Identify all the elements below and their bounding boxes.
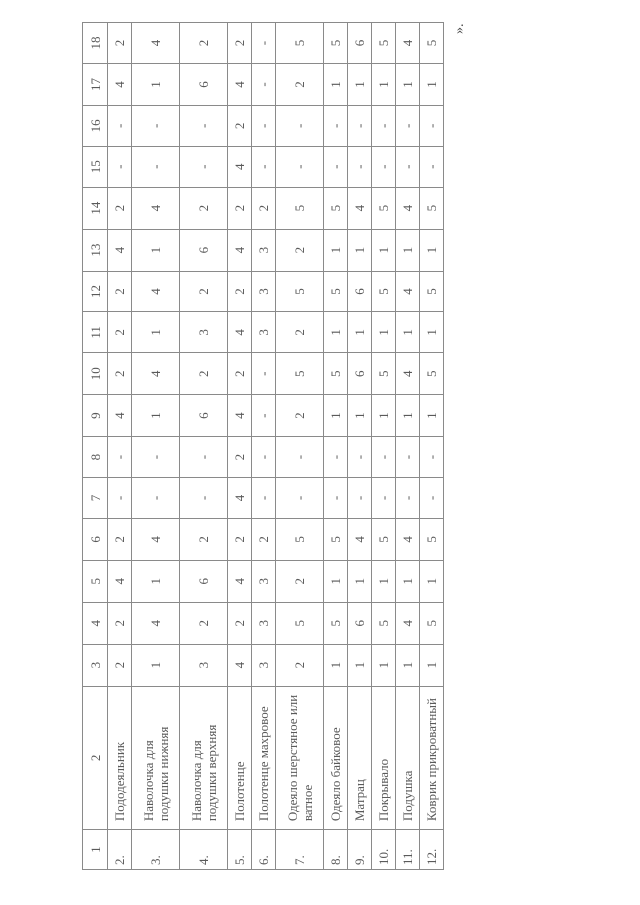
row-number-cell: 4.: [180, 830, 228, 870]
quantity-cell: 1: [372, 64, 396, 106]
table-header-row: [83, 23, 108, 870]
quantity-cell: 4: [132, 602, 180, 644]
quantity-cell: 4: [132, 353, 180, 395]
quantity-cell: 4: [348, 187, 372, 229]
quantity-cell: 3: [252, 271, 276, 312]
quantity-cell: -: [252, 437, 276, 478]
column-number-cell: 4: [83, 602, 108, 644]
quantity-cell: -: [252, 23, 276, 64]
quantity-cell: 5: [324, 187, 348, 229]
quantity-cell: 6: [180, 64, 228, 106]
quantity-cell: 1: [324, 395, 348, 437]
quantity-cell: 1: [372, 395, 396, 437]
quantity-cell: -: [132, 437, 180, 478]
quantity-cell: 2: [228, 353, 252, 395]
row-number-cell: 11.: [396, 830, 420, 870]
quantity-cell: 5: [276, 271, 324, 312]
quantity-cell: 2: [276, 64, 324, 106]
quantity-cell: 2: [108, 312, 132, 353]
quantity-cell: 1: [372, 312, 396, 353]
quantity-cell: 4: [396, 271, 420, 312]
quantity-cell: -: [252, 353, 276, 395]
quantity-cell: 1: [396, 229, 420, 271]
quantity-cell: 1: [396, 644, 420, 686]
table-row: [420, 23, 444, 870]
quantity-cell: 3: [252, 229, 276, 271]
quantity-cell: 5: [372, 23, 396, 64]
quantity-cell: -: [420, 437, 444, 478]
quantity-cell: 5: [276, 23, 324, 64]
item-name-cell: Полотенце махровое: [252, 686, 276, 830]
quantity-cell: 1: [132, 395, 180, 437]
quantity-cell: 2: [228, 602, 252, 644]
quantity-cell: 1: [348, 312, 372, 353]
quantity-cell: 5: [324, 602, 348, 644]
quantity-cell: 1: [372, 560, 396, 602]
quantity-cell: 1: [348, 560, 372, 602]
quantity-cell: 2: [108, 353, 132, 395]
quantity-cell: 2: [108, 187, 132, 229]
quantity-cell: 5: [276, 602, 324, 644]
quantity-cell: 2: [228, 271, 252, 312]
quantity-cell: 2: [228, 437, 252, 478]
quantity-cell: 4: [228, 312, 252, 353]
quantity-cell: -: [372, 437, 396, 478]
quantity-cell: -: [324, 105, 348, 146]
item-name-cell: Подушка: [396, 686, 420, 830]
quantity-cell: 2: [108, 518, 132, 560]
quantity-cell: 2: [276, 229, 324, 271]
quantity-cell: 5: [276, 353, 324, 395]
quantity-cell: 5: [420, 353, 444, 395]
quantity-cell: 4: [228, 644, 252, 686]
quantity-cell: 6: [348, 271, 372, 312]
quantity-cell: 2: [108, 644, 132, 686]
table-row: [132, 23, 180, 870]
quantity-cell: 2: [252, 187, 276, 229]
quantity-cell: 3: [252, 644, 276, 686]
quantity-cell: 5: [372, 187, 396, 229]
quantity-cell: -: [252, 395, 276, 437]
column-number-cell: 3: [83, 644, 108, 686]
row-number-cell: 7.: [276, 830, 324, 870]
closing-quote-mark: ».: [452, 23, 467, 34]
table-row: [348, 23, 372, 870]
quantity-cell: 1: [324, 644, 348, 686]
column-number-cell: 5: [83, 560, 108, 602]
quantity-cell: 5: [276, 518, 324, 560]
table-row: [252, 23, 276, 870]
quantity-cell: 2: [180, 23, 228, 64]
quantity-cell: 1: [420, 312, 444, 353]
column-number-cell: 16: [83, 105, 108, 146]
quantity-cell: 4: [108, 560, 132, 602]
quantity-cell: 2: [180, 187, 228, 229]
table-row: [180, 23, 228, 870]
row-number-cell: 2.: [108, 830, 132, 870]
quantity-cell: -: [396, 105, 420, 146]
quantity-cell: -: [372, 478, 396, 519]
quantity-cell: 5: [276, 187, 324, 229]
supply-norms-table: [82, 22, 444, 870]
quantity-cell: 5: [324, 23, 348, 64]
quantity-cell: 3: [180, 644, 228, 686]
column-number-cell: 14: [83, 187, 108, 229]
column-number-cell: 18: [83, 23, 108, 64]
quantity-cell: -: [276, 146, 324, 187]
column-number-cell: 10: [83, 353, 108, 395]
quantity-cell: 1: [420, 560, 444, 602]
quantity-cell: 5: [324, 353, 348, 395]
quantity-cell: 2: [180, 518, 228, 560]
quantity-cell: 2: [276, 560, 324, 602]
quantity-cell: 4: [228, 395, 252, 437]
quantity-cell: -: [180, 105, 228, 146]
quantity-cell: 4: [396, 353, 420, 395]
quantity-cell: -: [348, 478, 372, 519]
quantity-cell: -: [372, 105, 396, 146]
quantity-cell: 6: [348, 353, 372, 395]
quantity-cell: -: [348, 105, 372, 146]
quantity-cell: 6: [180, 560, 228, 602]
quantity-cell: -: [108, 478, 132, 519]
quantity-cell: 1: [324, 560, 348, 602]
quantity-cell: 1: [396, 64, 420, 106]
column-number-cell: 9: [83, 395, 108, 437]
quantity-cell: 6: [348, 602, 372, 644]
quantity-cell: 1: [372, 644, 396, 686]
quantity-cell: 5: [420, 23, 444, 64]
row-number-cell: 12.: [420, 830, 444, 870]
quantity-cell: -: [108, 437, 132, 478]
item-name-cell: Наволочка для подушки верхняя: [180, 686, 228, 830]
quantity-cell: 4: [132, 518, 180, 560]
quantity-cell: 4: [228, 229, 252, 271]
quantity-cell: 1: [324, 229, 348, 271]
quantity-cell: 4: [132, 187, 180, 229]
column-number-cell: 8: [83, 437, 108, 478]
quantity-cell: 5: [420, 187, 444, 229]
item-name-cell: Покрывало: [372, 686, 396, 830]
quantity-cell: 2: [276, 395, 324, 437]
row-number-cell: 10.: [372, 830, 396, 870]
quantity-cell: -: [108, 146, 132, 187]
quantity-cell: -: [324, 146, 348, 187]
quantity-cell: 2: [180, 271, 228, 312]
quantity-cell: 3: [252, 602, 276, 644]
quantity-cell: 2: [108, 23, 132, 64]
quantity-cell: 2: [228, 23, 252, 64]
quantity-cell: 1: [348, 64, 372, 106]
quantity-cell: 1: [324, 64, 348, 106]
quantity-cell: 4: [396, 518, 420, 560]
column-number-cell: 13: [83, 229, 108, 271]
item-name-cell: Полотенце: [228, 686, 252, 830]
table-row: [228, 23, 252, 870]
item-name-cell: Пододеяльник: [108, 686, 132, 830]
quantity-cell: 2: [108, 271, 132, 312]
quantity-cell: 1: [348, 395, 372, 437]
item-name-cell: Одеяло шерстяное или ватное: [276, 686, 324, 830]
quantity-cell: -: [180, 146, 228, 187]
quantity-cell: 2: [228, 187, 252, 229]
item-name-cell: Одеяло байковое: [324, 686, 348, 830]
quantity-cell: 6: [180, 395, 228, 437]
quantity-cell: 1: [132, 644, 180, 686]
quantity-cell: 4: [348, 518, 372, 560]
quantity-cell: 1: [132, 64, 180, 106]
quantity-cell: 1: [132, 312, 180, 353]
table-row: [276, 23, 324, 870]
quantity-cell: -: [132, 478, 180, 519]
quantity-cell: 5: [372, 353, 396, 395]
quantity-cell: -: [396, 478, 420, 519]
column-number-cell: 6: [83, 518, 108, 560]
quantity-cell: 5: [372, 602, 396, 644]
quantity-cell: 1: [348, 229, 372, 271]
column-number-cell: 12: [83, 271, 108, 312]
table-row: [372, 23, 396, 870]
quantity-cell: 2: [180, 353, 228, 395]
quantity-cell: 6: [180, 229, 228, 271]
quantity-cell: 5: [324, 518, 348, 560]
quantity-cell: 2: [228, 518, 252, 560]
quantity-cell: -: [108, 105, 132, 146]
quantity-cell: -: [180, 478, 228, 519]
quantity-cell: 4: [228, 64, 252, 106]
quantity-cell: 3: [252, 312, 276, 353]
quantity-cell: 3: [252, 560, 276, 602]
column-number-cell: 1: [83, 830, 108, 870]
quantity-cell: 1: [132, 560, 180, 602]
quantity-cell: -: [252, 64, 276, 106]
row-number-cell: 5.: [228, 830, 252, 870]
quantity-cell: -: [252, 105, 276, 146]
quantity-cell: 4: [396, 187, 420, 229]
quantity-cell: 2: [228, 105, 252, 146]
quantity-cell: -: [348, 146, 372, 187]
table-row: [108, 23, 132, 870]
row-number-cell: 9.: [348, 830, 372, 870]
quantity-cell: 4: [132, 271, 180, 312]
quantity-cell: 5: [324, 271, 348, 312]
quantity-cell: -: [252, 146, 276, 187]
quantity-cell: 1: [420, 395, 444, 437]
quantity-cell: 4: [108, 395, 132, 437]
row-number-cell: 3.: [132, 830, 180, 870]
quantity-cell: -: [420, 105, 444, 146]
quantity-cell: 5: [420, 602, 444, 644]
quantity-cell: 1: [324, 312, 348, 353]
quantity-cell: 2: [108, 602, 132, 644]
item-name-cell: Наволочка для подушки нижняя: [132, 686, 180, 830]
quantity-cell: 5: [420, 271, 444, 312]
quantity-cell: 4: [132, 23, 180, 64]
quantity-cell: -: [180, 437, 228, 478]
quantity-cell: 1: [372, 229, 396, 271]
quantity-cell: 1: [348, 644, 372, 686]
quantity-cell: 4: [228, 560, 252, 602]
row-number-cell: 8.: [324, 830, 348, 870]
column-number-cell: 17: [83, 64, 108, 106]
item-name-cell: Матрац: [348, 686, 372, 830]
quantity-cell: 1: [420, 644, 444, 686]
quantity-cell: 1: [396, 312, 420, 353]
quantity-cell: -: [348, 437, 372, 478]
quantity-cell: -: [132, 146, 180, 187]
quantity-cell: -: [396, 437, 420, 478]
column-number-cell: 11: [83, 312, 108, 353]
quantity-cell: 1: [396, 395, 420, 437]
quantity-cell: -: [276, 105, 324, 146]
quantity-cell: -: [420, 478, 444, 519]
quantity-cell: 5: [372, 271, 396, 312]
row-number-cell: 6.: [252, 830, 276, 870]
quantity-cell: -: [324, 478, 348, 519]
quantity-cell: 1: [396, 560, 420, 602]
quantity-cell: -: [252, 478, 276, 519]
quantity-cell: -: [276, 437, 324, 478]
quantity-cell: 1: [420, 229, 444, 271]
column-number-cell: 2: [83, 686, 108, 830]
quantity-cell: -: [420, 146, 444, 187]
quantity-cell: -: [324, 437, 348, 478]
quantity-cell: 2: [276, 644, 324, 686]
item-name-cell: Коврик прикроватный: [420, 686, 444, 830]
quantity-cell: 5: [372, 518, 396, 560]
quantity-cell: 3: [180, 312, 228, 353]
quantity-cell: 5: [420, 518, 444, 560]
quantity-cell: -: [372, 146, 396, 187]
quantity-cell: 4: [108, 64, 132, 106]
quantity-cell: 6: [348, 23, 372, 64]
quantity-cell: 4: [228, 478, 252, 519]
column-number-cell: 15: [83, 146, 108, 187]
column-number-cell: 7: [83, 478, 108, 519]
quantity-cell: 4: [228, 146, 252, 187]
quantity-cell: 4: [396, 602, 420, 644]
quantity-cell: 1: [132, 229, 180, 271]
quantity-cell: 2: [180, 602, 228, 644]
quantity-cell: -: [396, 146, 420, 187]
quantity-cell: 2: [276, 312, 324, 353]
quantity-cell: 1: [420, 64, 444, 106]
table-row: [396, 23, 420, 870]
quantity-cell: -: [132, 105, 180, 146]
quantity-cell: 4: [396, 23, 420, 64]
table-row: [324, 23, 348, 870]
quantity-cell: -: [276, 478, 324, 519]
quantity-cell: 2: [252, 518, 276, 560]
quantity-cell: 4: [108, 229, 132, 271]
